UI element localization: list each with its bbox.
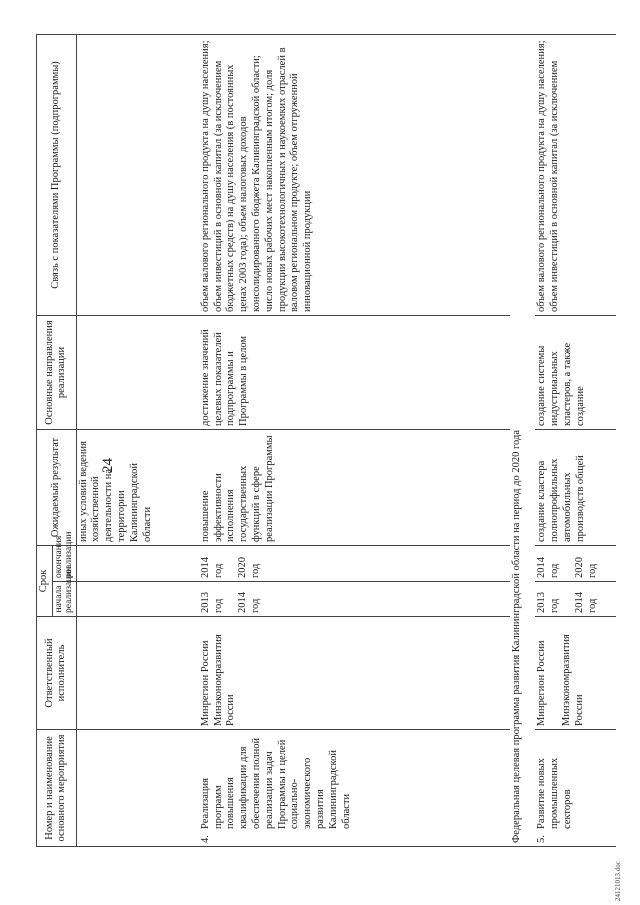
cell-result: создание кластера полнопрофильных автомобильных производств общей [535,429,616,545]
cell-result: иных условий ведения хозяйственной деятельности на территории Калининградской области [76,429,199,545]
cell-start [199,582,510,617]
cell-end [199,545,510,581]
start-2: 2014 год [573,592,598,613]
executor-2: Минэкономразвития России [212,634,237,726]
cell-indicators [76,34,199,315]
end-2: 2020 год [573,557,598,578]
cell-executor [199,617,510,730]
end-1: 2014 год [536,557,561,578]
cell-end [535,545,616,581]
page-number: 24 [100,458,116,473]
cell-end [76,545,199,581]
start-2: 2014 год [237,592,262,613]
start-1: 2013 год [199,592,224,613]
header-executor: Ответственный исполнитель [37,617,77,730]
header-result: Ожидаемый результат [37,429,77,545]
document-code: 24121013.doc [614,861,622,901]
end-1: 2014 год [199,557,224,578]
cell-start [535,582,616,617]
cell-name [199,730,510,847]
cell-executor [535,617,616,730]
start-1: 2013 год [536,592,561,613]
cell-name [76,730,199,847]
measure-name: Реализация программ повышения квалификации для обеспечения полной реализации задач Программы и целей социально-экономического развития Калининградской области [199,737,352,829]
section-title-row [510,34,535,846]
cell-indicators: объем валового регионального продукта на душу населения; объем инвестиций в основной капитал (за исключением [535,34,616,315]
cell-result: повышение эффективности исполнения государственных функций в сфере реализации Программы [199,429,510,545]
cell-name [535,730,616,847]
header-term: Срок [37,545,53,616]
cell-directions [76,315,199,429]
cell-executor [76,617,199,730]
cell-indicators: объем валового регионального продукта на душу населения; объем инвестиций в основной капитал (за исключением бюджетных средств) на душу населения (в постоянных ценах 2003 года); объем налоговых доходов консолидированного бюджета Калининградской области; число новых рабочих мест накопленным итогом; доля продукции высокотехнологичных и наукоемких отраслей в валовом региональном продукте; объем отгруженной инновационной продукции [199,34,510,315]
header-term-start: начала реализации [52,582,76,617]
section-title-text: Федеральная целевая программа развития Калининградской области на период до 2020 года [510,430,522,843]
section-title [510,34,535,846]
measures-table [36,34,616,847]
header-term-end: окончания реализации [52,545,76,581]
row-number: 5. [536,835,548,843]
executor-1: Минрегион России [536,640,548,726]
header-directions: Основные направления реализации [37,315,77,429]
executor-1: Минрегион России [199,640,211,726]
table-row-5 [535,34,616,846]
header-indicators: Связь с показателями Программы (подпрограммы) [37,34,77,315]
table-row-4 [199,34,510,846]
table-row-continued [76,34,199,846]
cell-start [76,582,199,617]
row-number: 4. [199,835,211,843]
end-2: 2020 год [237,557,262,578]
header-number-name: Номер и наименование основного мероприятия [37,730,77,847]
executor-2: Минэкономразвития России [561,634,585,726]
cell-directions: создание системы индустриальных кластеров, а также создание [535,315,616,429]
measure-name: Развитие новых промышленных секторов [536,757,573,829]
cell-directions: достижение значений целевых показателей подпрограммы и Программы в целом [199,315,510,429]
